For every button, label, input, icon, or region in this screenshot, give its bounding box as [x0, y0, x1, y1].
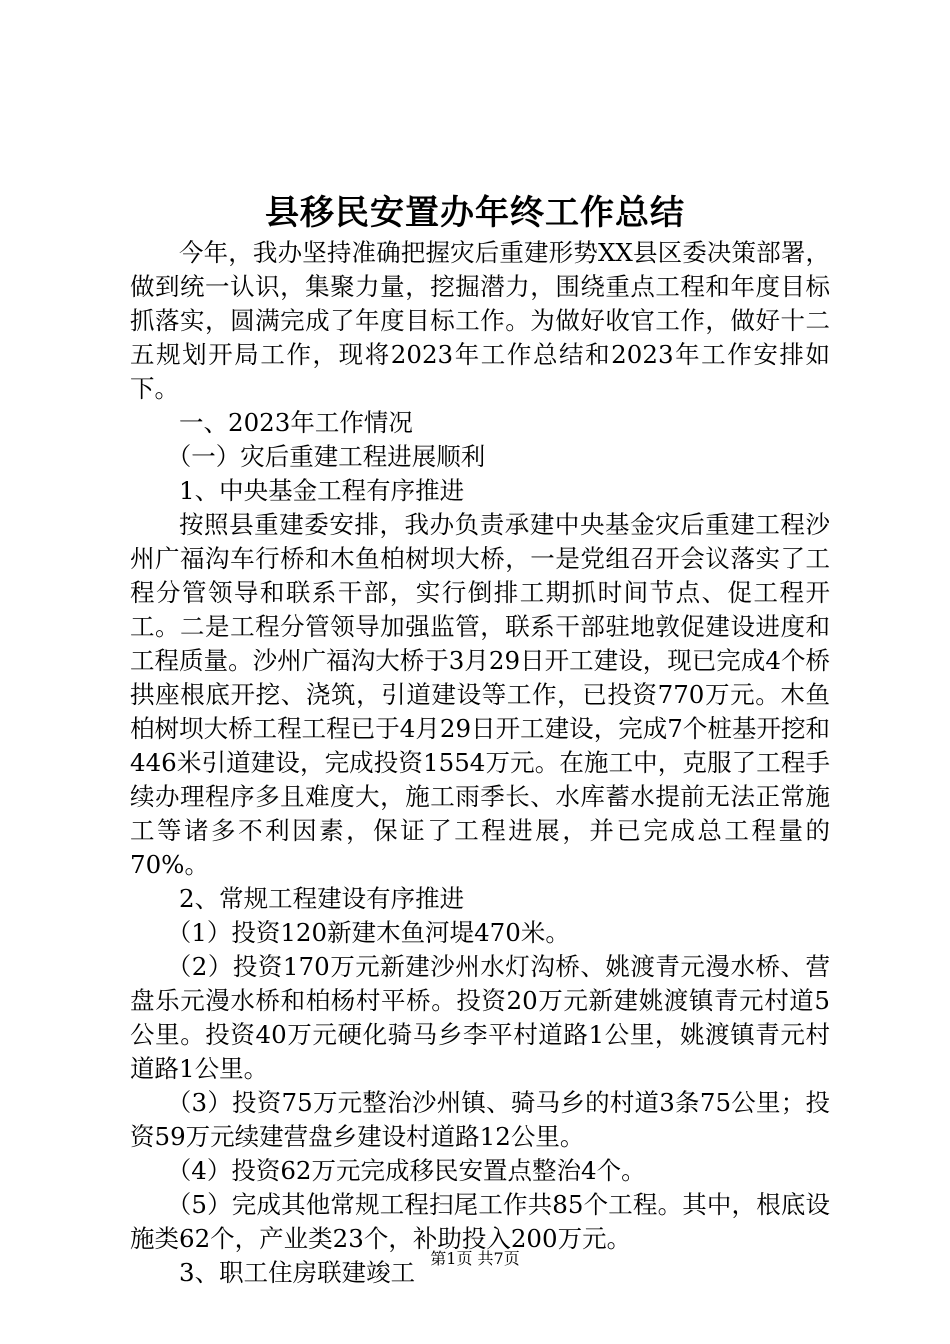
list-item-1: （1）投资120新建木鱼河堤470米。	[166, 918, 570, 947]
heading-section-1: 一、2023年工作情况	[179, 408, 413, 437]
document-title: 县移民安置办年终工作总结	[265, 193, 685, 233]
paragraph-central-fund: 按照县重建委安排，我办负责承建中央基金灾后重建工程沙州广福沟车行桥和木鱼柏树坝大桥，一是党组召开会议落实了工程分管领导和联系干部，实行倒排工期抓时间节点、促工程开工。二是工程分管领导加强监管，联系干部驻地敦促建设进度和工程质量。沙州广福沟大桥于3月29日开工建设，现已完成4个桥拱座根底开挖、浇筑，引道建设等工作，已投资770万元。木鱼柏树坝大桥工程工程已于4月29日开工建设，完成7个桩基开挖和446米引道建设，完成投资1554万元。在施工中，克服了工程手续办理程序多且难度大，施工雨季长、水库蓄水提前无法正常施工等诸多不利因素，保证了工程进展，并已完成总工程量的70%。	[130, 510, 830, 879]
paragraph-intro: 今年，我办坚持准确把握灾后重建形势XX县区委决策部署，做到统一认识，集聚力量，挖掘潜力，围绕重点工程和年度目标抓落实，圆满完成了年度目标工作。为做好收官工作，做好十二五规划开局工作，现将2023年工作总结和2023年工作安排如下。	[130, 238, 830, 403]
page-footer: 第1页 共7页	[430, 1249, 520, 1268]
heading-item-3: 3、职工住房联建竣工	[179, 1258, 416, 1287]
document-body	[130, 236, 830, 1290]
heading-item-1: 1、中央基金工程有序推进	[179, 476, 465, 505]
heading-subsection-1: （一）灾后重建工程进展顺利	[166, 442, 486, 471]
list-item-5: （5）完成其他常规工程扫尾工作共85个工程。其中，根底设施类62个，产业类23个，补助投入200万元。	[130, 1190, 830, 1253]
list-item-4: （4）投资62万元完成移民安置点整治4个。	[166, 1156, 646, 1185]
heading-item-2: 2、常规工程建设有序推进	[179, 884, 465, 913]
list-item-3: （3）投资75万元整治沙州镇、骑马乡的村道3条75公里；投资59万元续建营盘乡建设村道路12公里。	[130, 1088, 830, 1151]
list-item-2: （2）投资170万元新建沙州水灯沟桥、姚渡青元漫水桥、营盘乐元漫水桥和柏杨村平桥。投资20万元新建姚渡镇青元村道5公里。投资40万元硬化骑马乡李平村道路1公里，姚渡镇青元村道路1公里。	[130, 952, 830, 1083]
